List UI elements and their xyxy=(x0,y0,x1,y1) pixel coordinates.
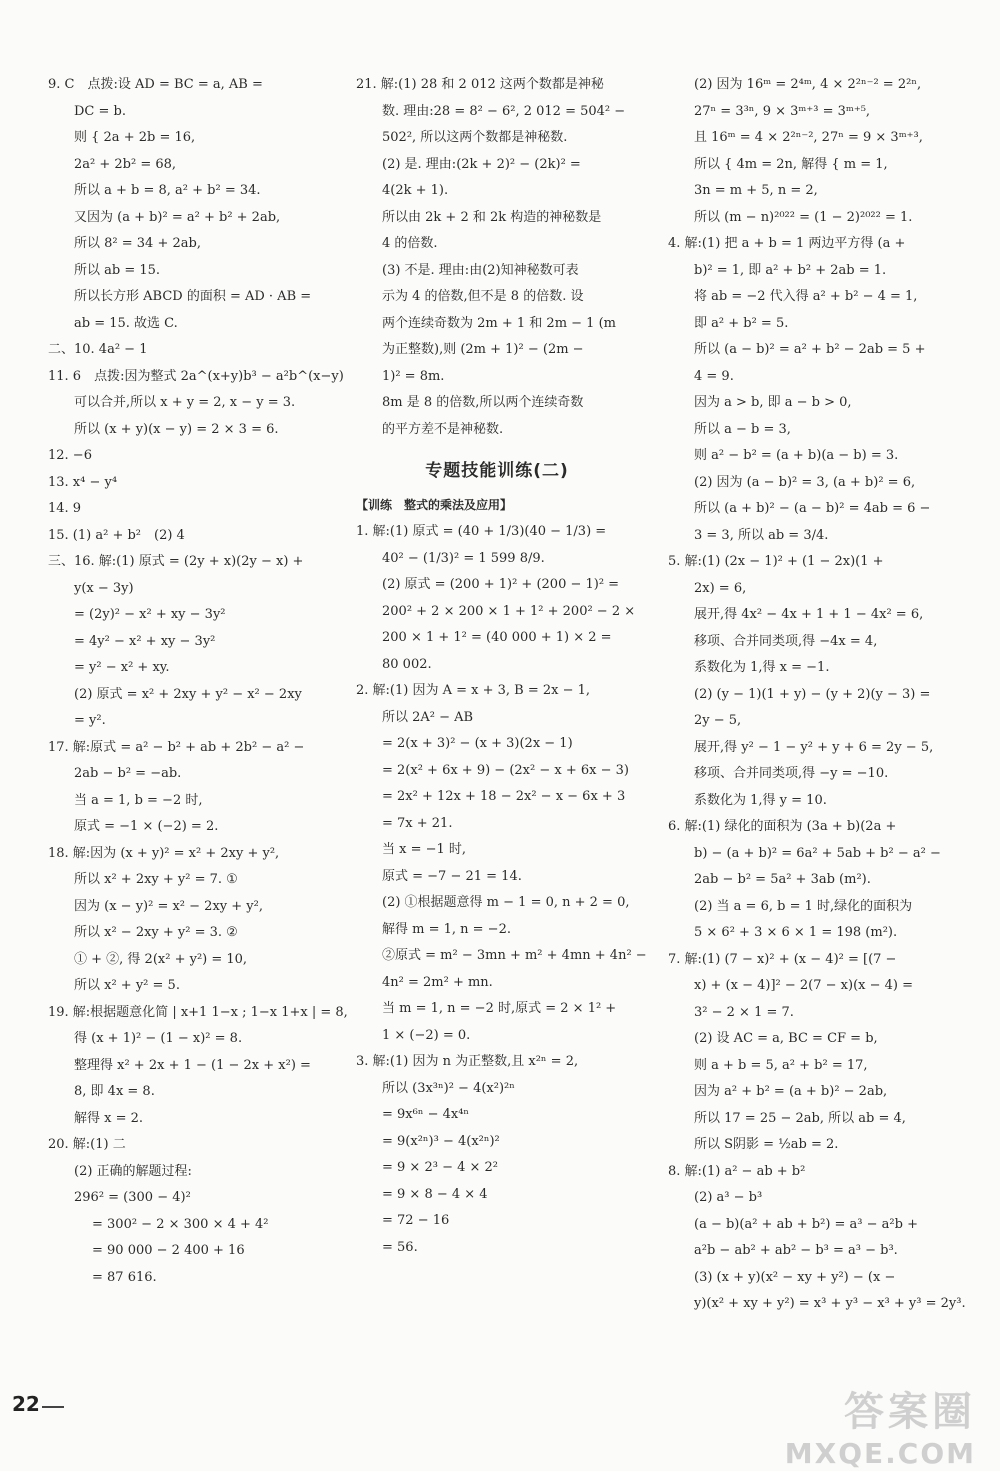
answer-line: 所以 S阴影 = ½ab = 2. xyxy=(694,1137,839,1152)
answer-line: 1)² = 8m. xyxy=(382,368,445,384)
answer-line: 8, 即 4x = 8. xyxy=(74,1084,155,1099)
question-line: 14. 9 xyxy=(48,501,82,516)
question-line: 6. 解:(1) 绿化的面积为 (3a + b)(2a + xyxy=(668,819,897,834)
question-line: 5. 解:(1) (2x − 1)² + (1 − 2x)(1 + xyxy=(668,554,884,569)
answer-line: 2ab − b² = −ab. xyxy=(74,766,182,781)
answer-line: = 2(x + 3)² − (x + 3)(2x − 1) xyxy=(382,736,573,751)
answer-line: 即 a² + b² = 5. xyxy=(694,315,789,331)
answer-line: 整理得 x² + 2x + 1 − (1 − 2x + x²) = xyxy=(74,1057,311,1073)
answer-line: 的平方差不是神秘数. xyxy=(382,421,504,437)
answer-line: y(x − 3y) xyxy=(74,580,134,596)
answer-line: 3 = 3, 所以 ab = 3/4. xyxy=(694,527,829,543)
answer-line: 当 a = 1, b = −2 时, xyxy=(74,792,203,808)
question-line: 15. (1) a² + b² (2) 4 xyxy=(48,527,185,543)
answer-line: 解得 m = 1, n = −2. xyxy=(382,921,511,937)
answer-line: 2ab − b² = 5a² + 3ab (m²). xyxy=(694,872,871,887)
answer-line: (2) 正确的解题过程: xyxy=(74,1163,192,1179)
answer-line: 27ⁿ = 3³ⁿ, 9 × 3ᵐ⁺³ = 3ᵐ⁺⁵, xyxy=(694,103,871,119)
answer-line: = 9(x²ⁿ)³ − 4(x²ⁿ)² xyxy=(382,1133,500,1149)
answer-line: b) − (a + b)² = 6a² + 5ab + b² − a² − xyxy=(694,845,941,861)
answer-line: (2) 原式 = (200 + 1)² + (200 − 1)² = xyxy=(382,577,620,592)
question-line: 20. 解:(1) 二 xyxy=(48,1137,126,1152)
question-line: 13. x⁴ − y⁴ xyxy=(48,474,118,490)
answer-line: (2) 因为 16ᵐ = 2⁴ᵐ, 4 × 2²ⁿ⁻² = 2²ⁿ, xyxy=(694,77,922,92)
question-line: 1. 解:(1) 原式 = (40 + 1/3)(40 − 1/3) = xyxy=(356,524,607,539)
answer-line: = 7x + 21. xyxy=(382,815,453,831)
answer-line: 因为 (x − y)² = x² − 2xy + y², xyxy=(74,898,263,914)
page-number-rule xyxy=(42,1406,64,1408)
answer-line: = 72 − 16 xyxy=(382,1213,450,1228)
answer-line: 4n² = 2m² + mn. xyxy=(382,974,493,990)
answer-line: 4 的倍数. xyxy=(382,236,438,251)
answer-line: y)(x² + xy + y²) = x³ + y³ − x³ + y³ = 2y³. xyxy=(694,1296,966,1311)
answer-line: 所以 x² + y² = 5. xyxy=(74,978,180,993)
answer-line: 所以 ab = 15. xyxy=(74,262,161,278)
answer-line: 2y − 5, xyxy=(694,713,742,728)
answer-line: 所以 a + b = 8, a² + b² = 34. xyxy=(74,183,261,198)
answer-line: = 90 000 − 2 400 + 16 xyxy=(92,1243,245,1258)
answer-line: ②原式 = m² − 3mn + m² + 4mn + 4n² − xyxy=(382,948,647,963)
answer-line: 所以 (3x³ⁿ)² − 4(x²)²ⁿ xyxy=(382,1080,515,1096)
question-line: 18. 解:因为 (x + y)² = x² + 2xy + y², xyxy=(48,845,280,861)
answer-line: 所以 x² + 2xy + y² = 7. ① xyxy=(74,872,238,887)
answer-line: = 87 616. xyxy=(92,1269,157,1285)
answer-line: 则 { 2a + 2b = 16, xyxy=(74,130,196,145)
answer-line: 所以 8² = 34 + 2ab, xyxy=(74,236,201,251)
answer-line: 所以 2A² − AB xyxy=(382,709,474,725)
answer-line: (2) 原式 = x² + 2xy + y² − x² − 2xy xyxy=(74,686,302,702)
answer-line: 因为 a² + b² = (a + b)² − 2ab, xyxy=(694,1084,888,1099)
answer-line: = y² − x² + xy. xyxy=(74,660,170,675)
answer-line: 所以 (a + b)² − (a − b)² = 4ab = 6 − xyxy=(694,501,931,516)
answer-line: (2) 是. 理由:(2k + 2)² − (2k)² = xyxy=(382,156,581,172)
answer-line: 系数化为 1,得 y = 10. xyxy=(694,792,827,808)
answer-line: 当 m = 1, n = −2 时,原式 = 2 × 1² + xyxy=(382,1001,617,1016)
answer-line: 40² − (1/3)² = 1 599 8/9. xyxy=(382,550,545,566)
answer-line: = 56. xyxy=(382,1239,418,1255)
answer-line: 原式 = −1 × (−2) = 2. xyxy=(74,819,219,834)
answer-line: 当 x = −1 时, xyxy=(382,842,467,857)
answer-line: (3) 不是. 理由:由(2)知神秘数可表 xyxy=(382,262,579,278)
answer-line: 因为 a > b, 即 a − b > 0, xyxy=(694,395,852,410)
answer-line: DC = b. xyxy=(74,103,126,119)
answer-line: (2) 当 a = 6, b = 1 时,绿化的面积为 xyxy=(694,898,913,914)
answer-line: = (2y)² − x² + xy − 3y² xyxy=(74,607,226,622)
answer-line: 所以长方形 ABCD 的面积 = AD · AB = xyxy=(74,289,312,304)
answer-line: 解得 x = 2. xyxy=(74,1110,144,1126)
answer-line: 展开,得 y² − 1 − y² + y + 6 = 2y − 5, xyxy=(694,739,934,755)
question-line: 19. 解:根据题意化简 | x+1 1−x ; 1−x 1+x | = 8, xyxy=(48,1004,348,1020)
answer-line: 所以 x² − 2xy + y² = 3. ② xyxy=(74,925,238,940)
answer-line: 展开,得 4x² − 4x + 1 + 1 − 4x² = 6, xyxy=(694,607,924,622)
answer-line: 移项、合并同类项,得 −y = −10. xyxy=(694,766,889,781)
answer-line: 所以 { 4m = 2n, 解得 { m = 1, xyxy=(694,156,888,172)
answer-line: 8m 是 8 的倍数,所以两个连续奇数 xyxy=(382,395,584,410)
question-line: 9. C 点拨:设 AD = BC = a, AB = xyxy=(48,77,263,92)
column-middle xyxy=(356,72,647,1261)
answer-line: 所以 (m − n)²⁰²² = (1 − 2)²⁰²² = 1. xyxy=(694,209,913,225)
question-line: 17. 解:原式 = a² − b² + ab + 2b² − a² − xyxy=(48,739,305,755)
answer-line: a²b − ab² + ab² − b³ = a³ − b³. xyxy=(694,1243,898,1258)
page-number: 22 xyxy=(12,1392,40,1416)
answer-line: = 9x⁶ⁿ − 4x⁴ⁿ xyxy=(382,1107,470,1122)
answer-line: 又因为 (a + b)² = a² + b² + 2ab, xyxy=(74,209,281,225)
answer-line: 4 = 9. xyxy=(694,368,734,384)
answer-line: 可以合并,所以 x + y = 2, x − y = 3. xyxy=(74,395,296,410)
answer-line: 200 × 1 + 1² = (40 000 + 1) × 2 = xyxy=(382,630,612,645)
answer-line: 2a² + 2b² = 68, xyxy=(74,156,177,172)
watermark-site: MXQE.COM xyxy=(784,1437,976,1470)
answer-line: 80 002. xyxy=(382,656,432,672)
answer-line: = y². xyxy=(74,713,106,728)
question-line: 21. 解:(1) 28 和 2 012 这两个数都是神秘 xyxy=(356,77,604,92)
question-line: 11. 6 点拨:因为整式 2a^(x+y)b³ − a²b^(x−y) xyxy=(48,368,344,384)
answer-line: 4(2k + 1). xyxy=(382,183,449,198)
question-line: 3. 解:(1) 因为 n 为正整数,且 x²ⁿ = 2, xyxy=(356,1054,579,1069)
answer-line: (2) a³ − b³ xyxy=(694,1190,763,1205)
answer-line: = 4y² − x² + xy − 3y² xyxy=(74,633,216,649)
answer-line: 所以 17 = 25 − 2ab, 所以 ab = 4, xyxy=(694,1110,906,1126)
problem-21-block xyxy=(356,72,638,443)
answer-line: (3) (x + y)(x² − xy + y²) − (x − xyxy=(694,1269,896,1285)
answer-line: (2) 设 AC = a, BC = CF = b, xyxy=(694,1031,878,1046)
answer-line: 1 × (−2) = 0. xyxy=(382,1027,471,1043)
answer-line: 200² + 2 × 200 × 1 + 1² + 200² − 2 × xyxy=(382,603,636,619)
answer-line: ① + ②, 得 2(x² + y²) = 10, xyxy=(74,951,248,967)
answer-line: = 2x² + 12x + 18 − 2x² − x − 6x + 3 xyxy=(382,789,626,804)
answer-line: 为正整数),则 (2m + 1)² − (2m − xyxy=(382,342,584,357)
answer-line: x) + (x − 4)]² − 2(7 − x)(x − 4) = xyxy=(694,978,914,993)
answer-line: (2) ①根据题意得 m − 1 = 0, n + 2 = 0, xyxy=(382,895,630,910)
question-line: 三、16. 解:(1) 原式 = (2y + x)(2y − x) + xyxy=(48,554,304,569)
answer-line: b)² = 1, 即 a² + b² + 2ab = 1. xyxy=(694,262,887,278)
watermark xyxy=(785,1380,976,1470)
answer-line: 且 16ᵐ = 4 × 2²ⁿ⁻², 27ⁿ = 9 × 3ᵐ⁺³, xyxy=(694,130,923,145)
answer-line: 两个连续奇数为 2m + 1 和 2m − 1 (m xyxy=(382,315,616,331)
question-line: 二、10. 4a² − 1 xyxy=(48,342,148,357)
answer-line: 得 (x + 1)² − (1 − x)² = 8. xyxy=(74,1031,243,1046)
answer-line: 2x) = 6, xyxy=(694,580,747,596)
watermark-logo: 答案圈 xyxy=(844,1389,976,1435)
question-line: 8. 解:(1) a² − ab + b² xyxy=(668,1163,806,1179)
section-title: 专题技能训练(二) xyxy=(425,461,569,481)
answer-line: ab = 15. 故选 C. xyxy=(74,315,178,331)
answer-line: 3² − 2 × 1 = 7. xyxy=(694,1004,794,1020)
answer-line: 系数化为 1,得 x = −1. xyxy=(694,660,830,675)
answer-line: 所以由 2k + 2 和 2k 构造的神秘数是 xyxy=(382,209,602,225)
answer-line: = 9 × 2³ − 4 × 2² xyxy=(382,1160,499,1175)
answer-line: 示为 4 的倍数,但不是 8 的倍数. 设 xyxy=(382,289,584,304)
answer-line: 3n = m + 5, n = 2, xyxy=(694,183,818,198)
answer-line: 原式 = −7 − 21 = 14. xyxy=(382,868,522,884)
answer-line: 则 a + b = 5, a² + b² = 17, xyxy=(694,1057,868,1073)
sub-title: 【训练 整式的乘法及应用】 xyxy=(356,498,513,512)
training-block xyxy=(356,519,647,1261)
question-line: 12. −6 xyxy=(48,448,92,463)
answer-line: = 9 × 8 − 4 × 4 xyxy=(382,1186,488,1202)
answer-line: 数. 理由:28 = 8² − 6², 2 012 = 504² − xyxy=(382,103,626,119)
answer-line: (2) 因为 (a − b)² = 3, (a + b)² = 6, xyxy=(694,474,916,490)
answer-line: (a − b)(a² + ab + b²) = a³ − a²b + xyxy=(694,1216,918,1232)
answer-line: 所以 a − b = 3, xyxy=(694,421,791,437)
answer-line: 则 a² − b² = (a + b)(a − b) = 3. xyxy=(694,448,899,463)
answer-line: 所以 (x + y)(x − y) = 2 × 3 = 6. xyxy=(74,421,279,437)
column-left xyxy=(48,72,348,1291)
answer-line: (2) (y − 1)(1 + y) − (y + 2)(y − 3) = xyxy=(694,686,931,702)
question-line: 7. 解:(1) (7 − x)² + (x − 4)² = [(7 − xyxy=(668,951,897,967)
answer-line: 502², 所以这两个数都是神秘数. xyxy=(382,130,568,145)
column-right xyxy=(668,72,968,1318)
answer-line: 296² = (300 − 4)² xyxy=(74,1190,191,1205)
question-line: 2. 解:(1) 因为 A = x + 3, B = 2x − 1, xyxy=(356,683,591,698)
answer-line: 所以 (a − b)² = a² + b² − 2ab = 5 + xyxy=(694,342,926,357)
answer-line: 将 ab = −2 代入得 a² + b² − 4 = 1, xyxy=(694,289,918,304)
answer-line: 移项、合并同类项,得 −4x = 4, xyxy=(694,633,878,649)
answer-line: = 300² − 2 × 300 × 4 + 4² xyxy=(92,1216,269,1232)
question-line: 4. 解:(1) 把 a + b = 1 两边平方得 (a + xyxy=(668,236,906,251)
answer-line: = 2(x² + 6x + 9) − (2x² − x + 6x − 3) xyxy=(382,762,629,778)
answer-line: 5 × 6² + 3 × 6 × 1 = 198 (m²). xyxy=(694,925,898,940)
